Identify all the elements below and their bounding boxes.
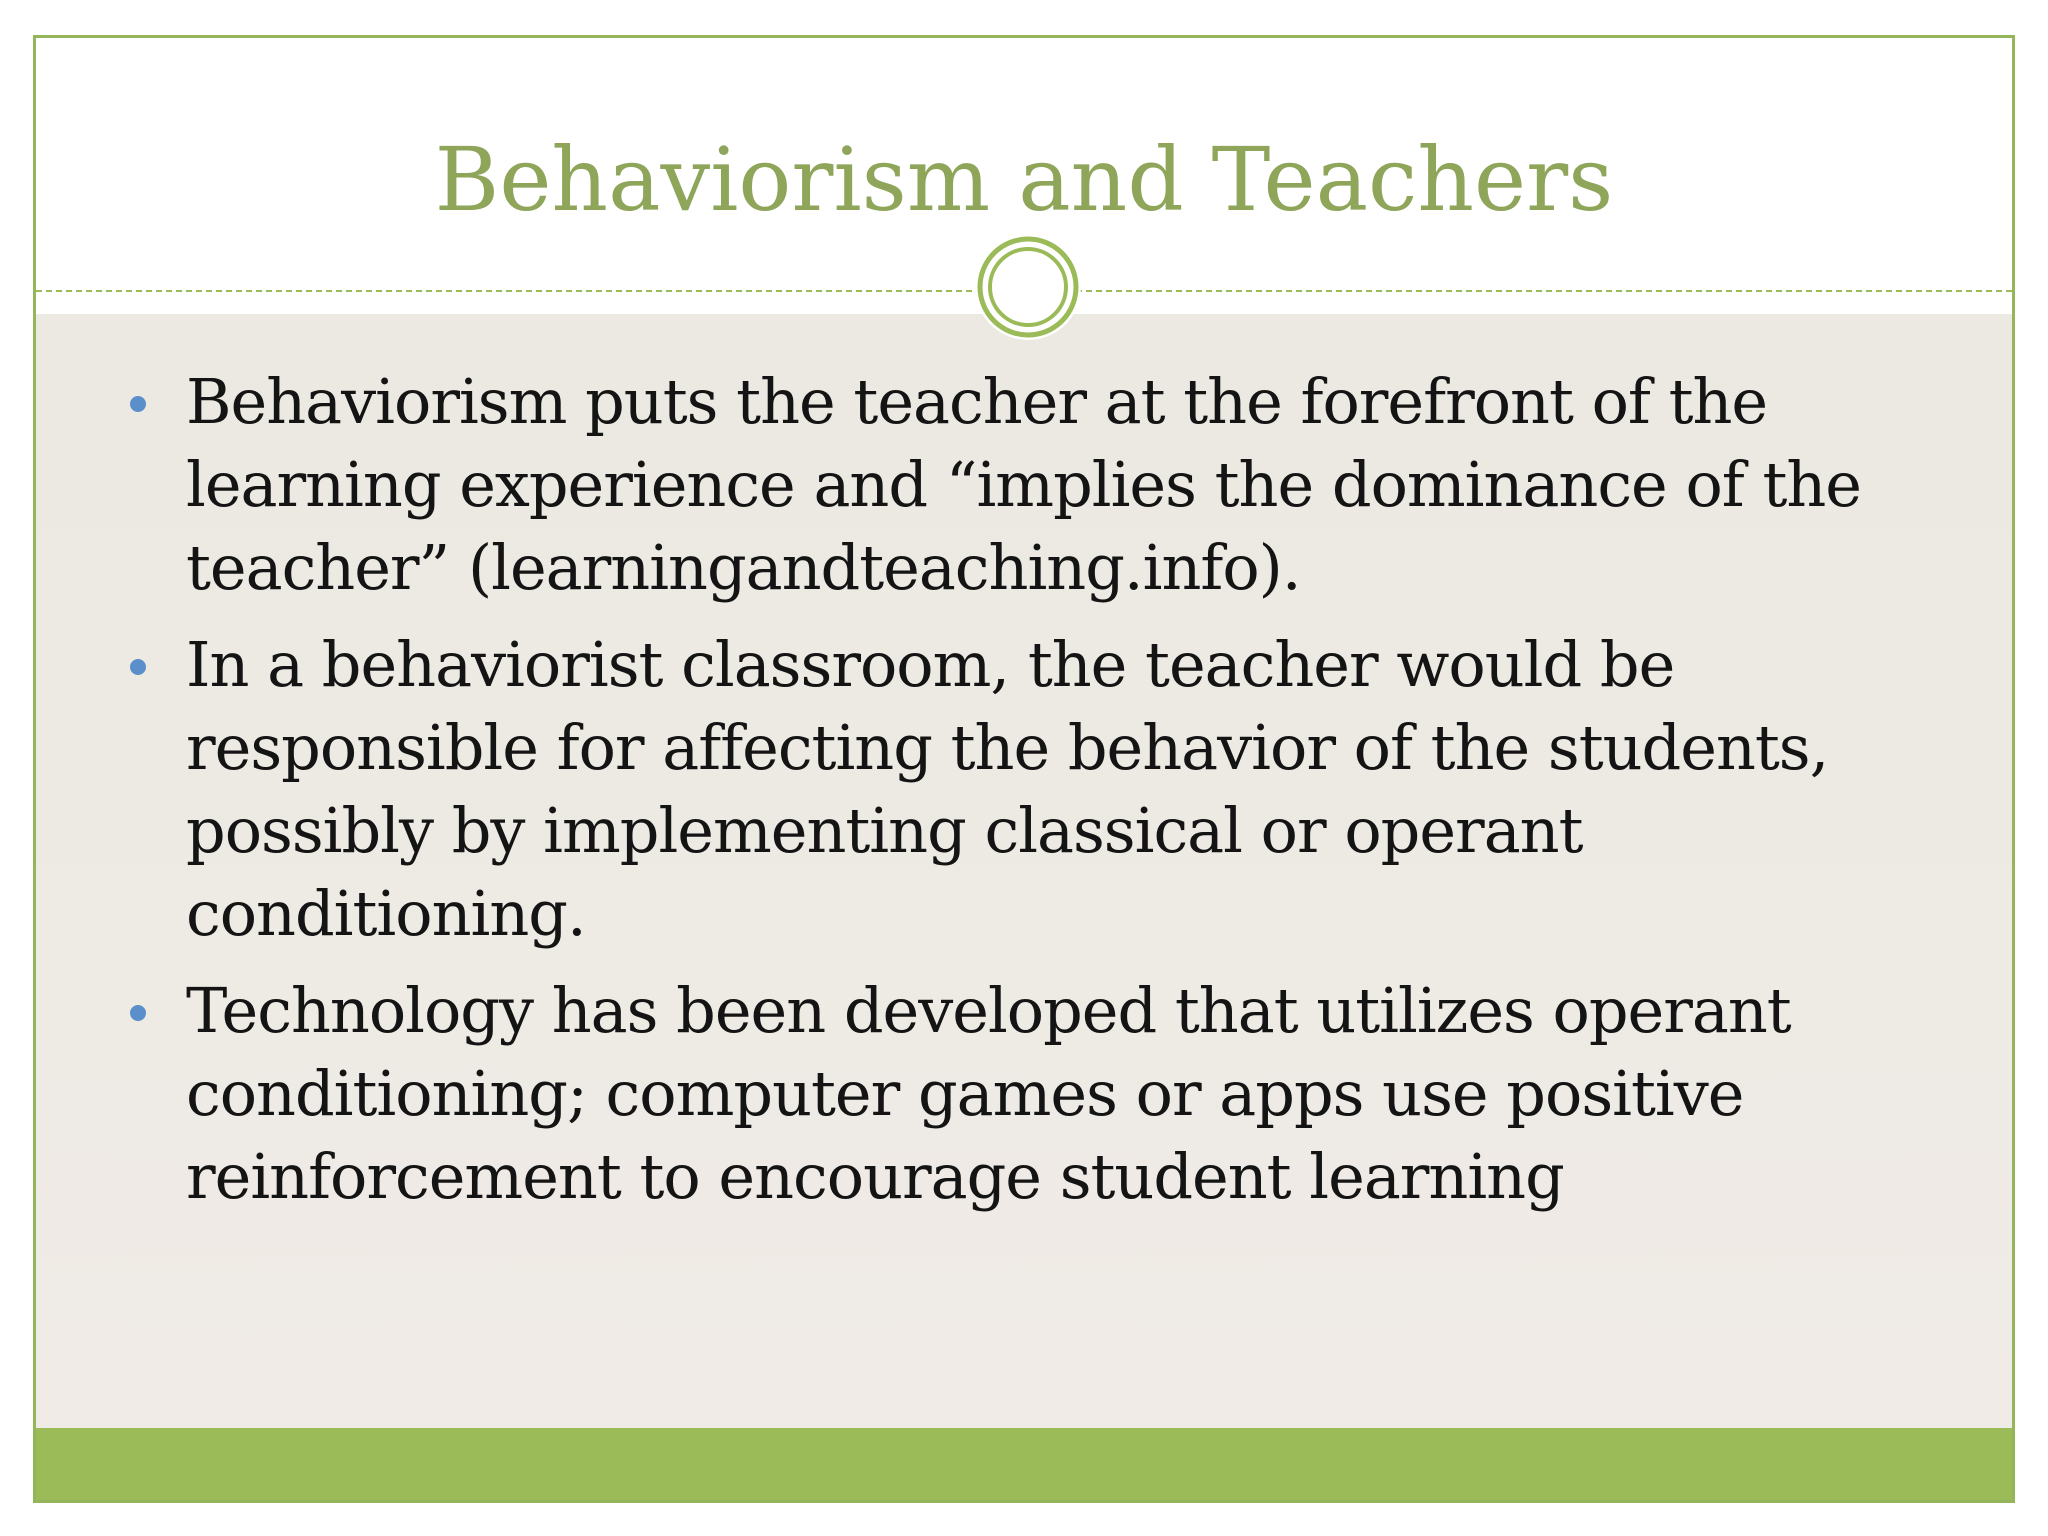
round-bullet-icon: [130, 659, 146, 675]
bullet-item: [116, 360, 1996, 609]
slide-title: Behaviorism and Teachers: [434, 128, 1614, 231]
bullet-text: Technology has been developed that utilizes operant conditioning; computer games or apps use positive reinforcement to encourage student learning: [186, 974, 1791, 1213]
bullet-text: Behaviorism puts the teacher at the forefront of the learning experience and “implies the dominance of the teacher” (learningandteaching.info).: [186, 365, 1861, 604]
round-bullet-icon: [130, 1005, 146, 1021]
bullet-item: [116, 969, 1996, 1218]
bullet-text: In a behaviorist classroom, the teacher would be responsible for affecting the behavior of the students, possibly by implementing classical or operant conditioning.: [186, 628, 1829, 950]
double-ring-circle-icon: [975, 234, 1081, 340]
bullet-item: [116, 623, 1996, 955]
slide-frame: [33, 35, 2015, 1503]
footer-accent-bar: [36, 1428, 2012, 1500]
round-bullet-icon: [130, 396, 146, 412]
bullet-list: [116, 360, 1996, 1232]
